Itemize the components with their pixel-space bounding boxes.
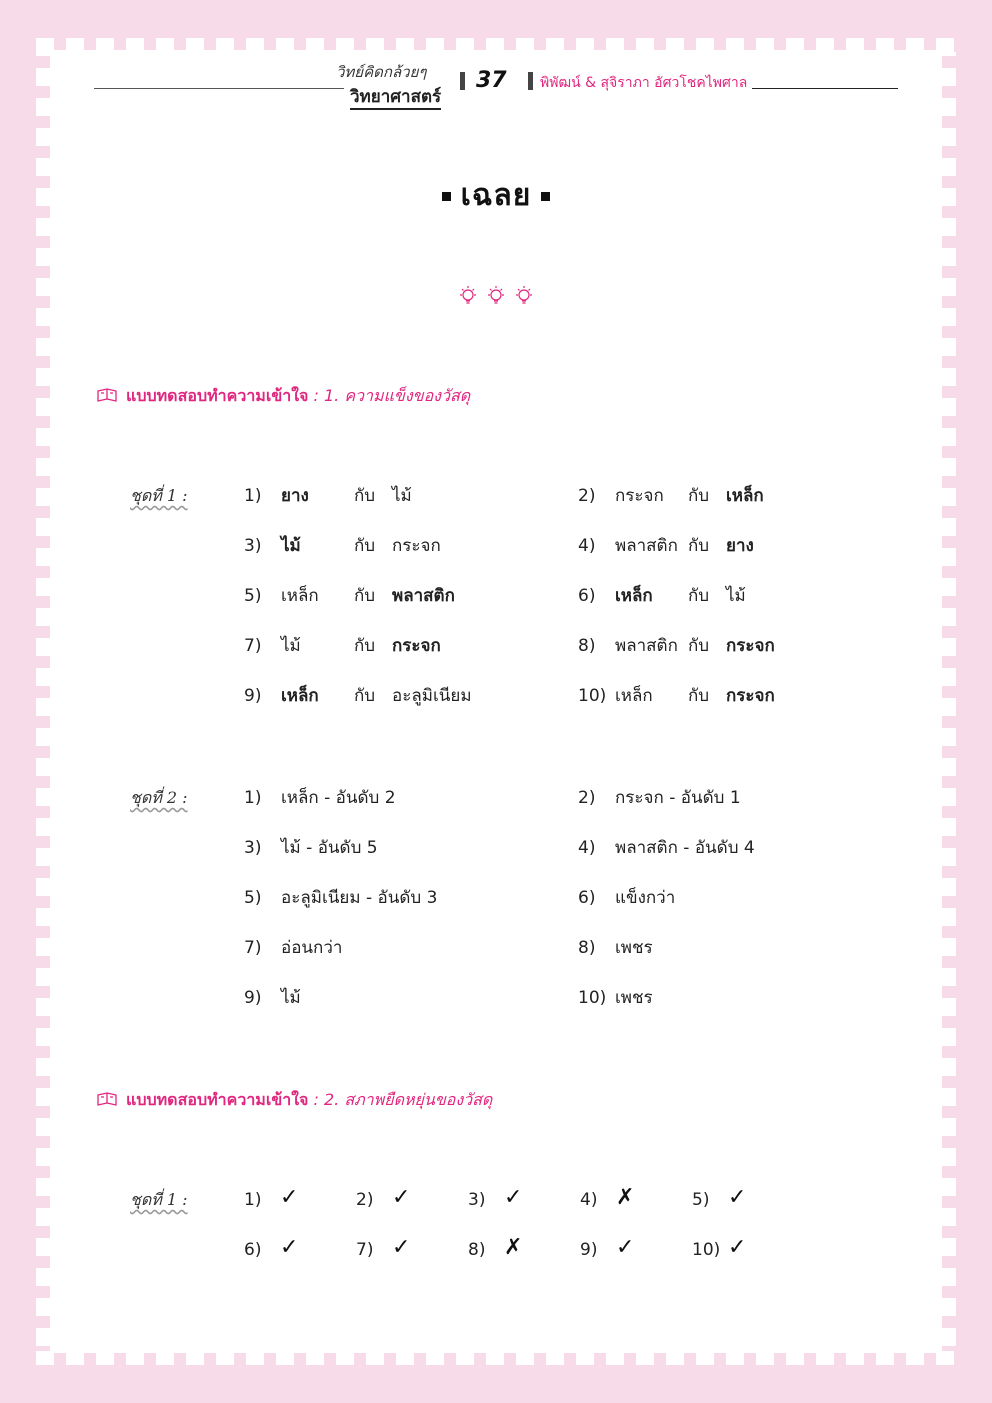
material-b: กระจก [726, 686, 775, 706]
cross-icon: ✗ [616, 1185, 635, 1210]
item-number: 1) [244, 1190, 262, 1210]
join-word: กับ [688, 536, 710, 556]
item-number: 10) [578, 686, 607, 706]
material-a: เหล็ก [615, 686, 653, 706]
check-icon: ✓ [280, 1235, 299, 1260]
page [50, 50, 942, 1353]
header-bar-right [528, 72, 533, 90]
item-number: 3) [468, 1190, 486, 1210]
answer-text: เหล็ก - อันดับ 2 [281, 788, 396, 808]
item-number: 2) [578, 788, 596, 808]
join-word: กับ [688, 486, 710, 506]
material-a: พลาสติก [615, 636, 678, 656]
item-number: 10) [578, 988, 607, 1008]
join-word: กับ [354, 636, 376, 656]
check-icon: ✓ [392, 1235, 411, 1260]
answer-text: ไม้ [281, 988, 301, 1008]
item-number: 9) [244, 686, 262, 706]
item-number: 8) [468, 1240, 486, 1260]
answer-text: อะลูมิเนียม - อันดับ 3 [281, 888, 438, 908]
page-title: เฉลย [432, 178, 561, 213]
page-title-block [0, 172, 992, 219]
material-a: ยาง [281, 486, 309, 506]
check-icon: ✓ [504, 1185, 523, 1210]
join-word: กับ [688, 686, 710, 706]
set-label: ชุดที่ 1 : [130, 1190, 188, 1209]
lightbulb-icon [460, 286, 476, 303]
item-number: 9) [580, 1240, 598, 1260]
item-number: 2) [578, 486, 596, 506]
item-number: 9) [244, 988, 262, 1008]
material-b: ไม้ [392, 486, 412, 506]
item-number: 2) [356, 1190, 374, 1210]
item-number: 5) [692, 1190, 710, 1210]
lightbulb-icons [456, 284, 536, 308]
answer-text: ไม้ - อันดับ 5 [281, 838, 378, 858]
header-subject: วิทยาศาสตร์ [350, 86, 441, 110]
item-number: 5) [244, 888, 262, 908]
section-1-heading: แบบทดสอบทำความเข้าใจ : 1. ความแข็งของวัสดุ [96, 384, 470, 409]
book-icon [96, 387, 118, 403]
material-a: เหล็ก [281, 586, 319, 606]
material-a: ไม้ [281, 536, 301, 556]
item-number: 8) [578, 938, 596, 958]
item-number: 4) [578, 536, 596, 556]
join-word: กับ [354, 586, 376, 606]
header-rule-left [94, 88, 344, 89]
material-a: เหล็ก [615, 586, 653, 606]
item-number: 7) [244, 636, 262, 656]
material-b: กระจก [726, 636, 775, 656]
item-number: 8) [578, 636, 596, 656]
join-word: กับ [688, 636, 710, 656]
set-label: ชุดที่ 1 : [130, 486, 188, 505]
material-b: กระจก [392, 536, 441, 556]
item-number: 5) [244, 586, 262, 606]
item-number: 6) [244, 1240, 262, 1260]
material-b: เหล็ก [726, 486, 764, 506]
item-number: 3) [244, 838, 262, 858]
page-number: 37 [476, 68, 507, 93]
join-word: กับ [354, 486, 376, 506]
material-a: เหล็ก [281, 686, 319, 706]
check-icon: ✓ [392, 1185, 411, 1210]
item-number: 7) [356, 1240, 374, 1260]
join-word: กับ [688, 586, 710, 606]
title-square-right [541, 192, 550, 201]
answer-text: อ่อนกว่า [281, 938, 343, 958]
answer-text: เพชร [615, 938, 653, 958]
answer-text: กระจก - อันดับ 1 [615, 788, 741, 808]
item-number: 6) [578, 586, 596, 606]
item-number: 4) [578, 838, 596, 858]
item-number: 6) [578, 888, 596, 908]
answer-text: พลาสติก - อันดับ 4 [615, 838, 755, 858]
item-number: 4) [580, 1190, 598, 1210]
check-icon: ✓ [280, 1185, 299, 1210]
item-number: 1) [244, 788, 262, 808]
set-label: ชุดที่ 2 : [130, 788, 188, 807]
lightbulb-icon [516, 286, 532, 303]
lightbulb-icon [488, 286, 504, 303]
material-b: พลาสติก [392, 586, 455, 606]
book-icon [96, 1091, 118, 1107]
header-rule-right [752, 88, 898, 89]
material-b: ยาง [726, 536, 754, 556]
check-icon: ✓ [728, 1235, 747, 1260]
item-number: 1) [244, 486, 262, 506]
header-authors: พิพัฒน์ & สุจิราภา อัศวโชคไพศาล [540, 75, 748, 91]
check-icon: ✓ [616, 1235, 635, 1260]
check-icon: ✓ [728, 1185, 747, 1210]
join-word: กับ [354, 536, 376, 556]
join-word: กับ [354, 686, 376, 706]
section-2-heading: แบบทดสอบทำความเข้าใจ : 2. สภาพยืดหยุ่นของวัสดุ [96, 1088, 492, 1113]
item-number: 7) [244, 938, 262, 958]
title-square-left [442, 192, 451, 201]
material-b: ไม้ [726, 586, 746, 606]
item-number: 3) [244, 536, 262, 556]
answer-text: แข็งกว่า [615, 888, 676, 908]
answer-text: เพชร [615, 988, 653, 1008]
material-a: พลาสติก [615, 536, 678, 556]
material-a: ไม้ [281, 636, 301, 656]
material-b: กระจก [392, 636, 441, 656]
header-bar-left [460, 72, 465, 90]
cross-icon: ✗ [504, 1235, 523, 1260]
material-a: กระจก [615, 486, 664, 506]
item-number: 10) [692, 1240, 721, 1260]
header-series: วิทย์คิดกล้วยๆ [336, 63, 427, 81]
material-b: อะลูมิเนียม [392, 686, 472, 706]
